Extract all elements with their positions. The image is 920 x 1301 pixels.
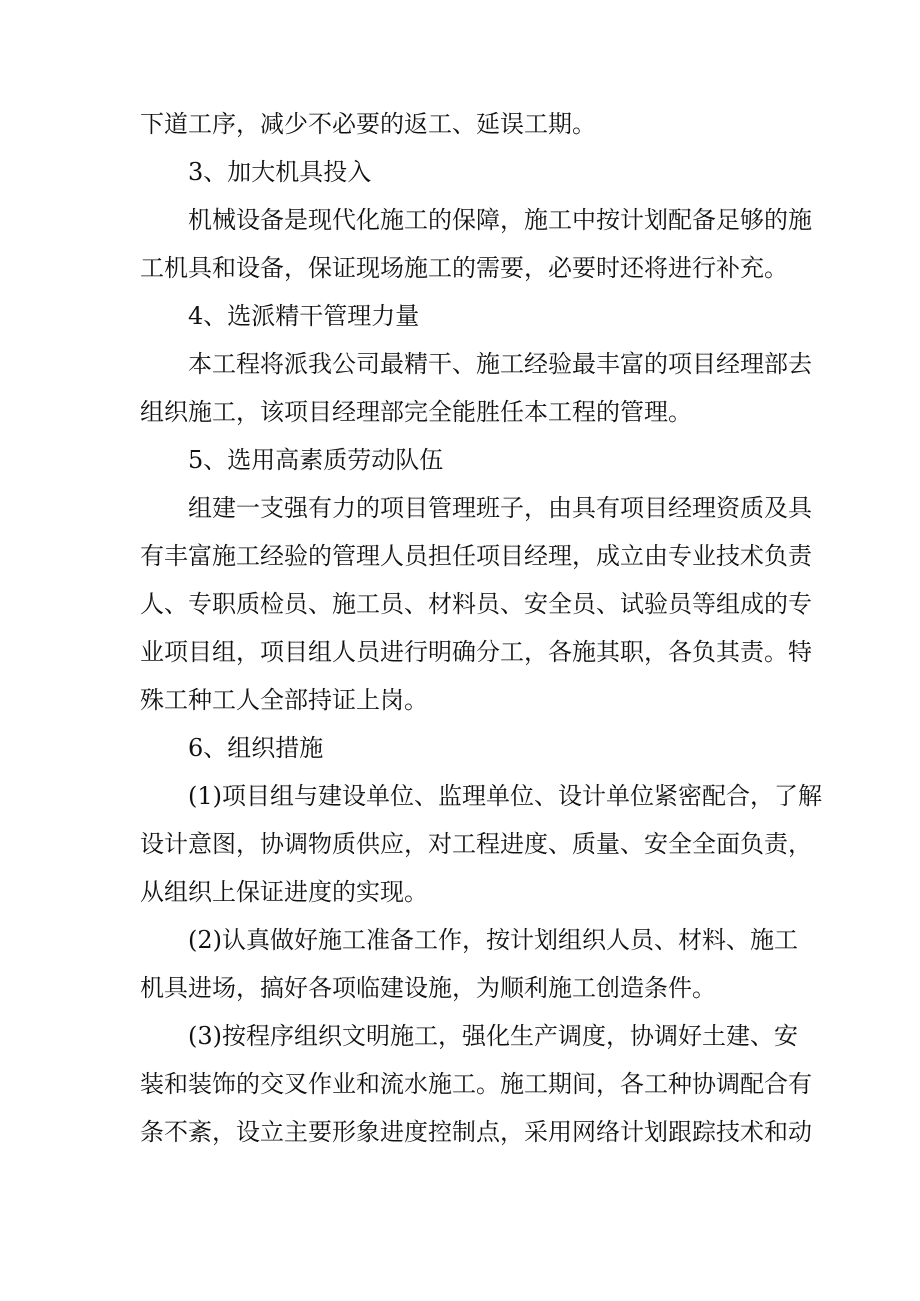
text-line: (3)按程序组织文明施工，强化生产调度，协调好土建、安	[188, 1022, 798, 1050]
text-line: 人、专职质检员、施工员、材料员、安全员、试验员等组成的专	[140, 590, 812, 618]
text-line: 条不紊，设立主要形象进度控制点，采用网络计划跟踪技术和动	[140, 1118, 812, 1146]
section-heading: 4、选派精干管理力量	[188, 302, 420, 330]
text-line: (2)认真做好施工准备工作，按计划组织人员、材料、施工	[188, 926, 798, 954]
text-line: 装和装饰的交叉作业和流水施工。施工期间，各工种协调配合有	[140, 1070, 812, 1098]
text-line: 下道工序，减少不必要的返工、延误工期。	[140, 110, 596, 138]
section-heading: 3、加大机具投入	[188, 158, 372, 186]
text-line: 组织施工，该项目经理部完全能胜任本工程的管理。	[140, 398, 692, 426]
text-line: 殊工种工人全部持证上岗。	[140, 686, 428, 714]
text-line: 组建一支强有力的项目管理班子，由具有项目经理资质及具	[188, 494, 812, 522]
section-heading: 5、选用高素质劳动队伍	[188, 446, 444, 474]
text-line: 有丰富施工经验的管理人员担任项目经理，成立由专业技术负责	[140, 542, 812, 570]
text-line: (1)项目组与建设单位、监理单位、设计单位紧密配合，了解	[188, 782, 822, 810]
text-line: 机具进场，搞好各项临建设施，为顺利施工创造条件。	[140, 974, 716, 1002]
text-line: 工机具和设备，保证现场施工的需要，必要时还将进行补充。	[140, 254, 788, 282]
text-line: 本工程将派我公司最精干、施工经验最丰富的项目经理部去	[188, 350, 812, 378]
text-line: 从组织上保证进度的实现。	[140, 878, 428, 906]
text-line: 机械设备是现代化施工的保障，施工中按计划配备足够的施	[188, 206, 812, 234]
text-line: 业项目组，项目组人员进行明确分工，各施其职，各负其责。特	[140, 638, 812, 666]
section-heading: 6、组织措施	[188, 734, 324, 762]
text-line: 设计意图，协调物质供应，对工程进度、质量、安全全面负责，	[140, 830, 812, 858]
